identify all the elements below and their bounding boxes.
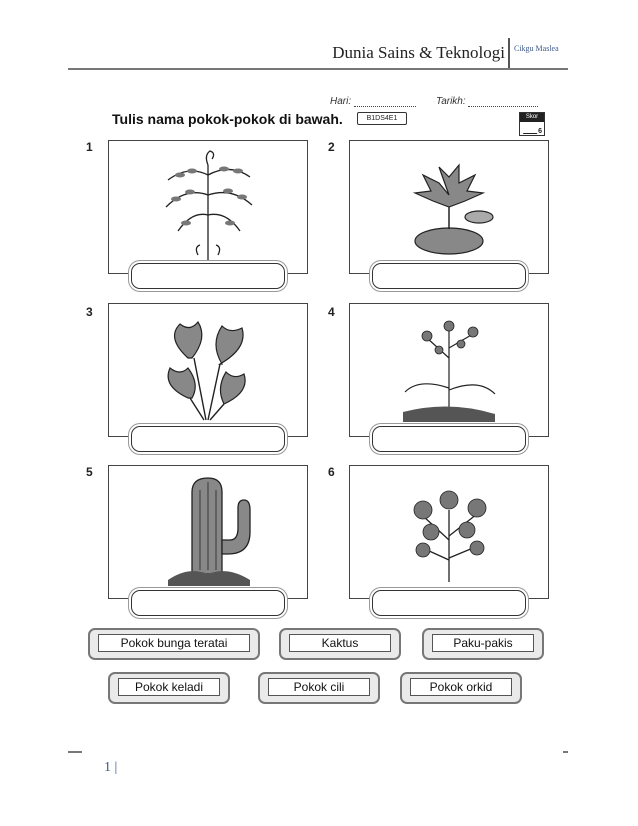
picture-box-2 (349, 140, 549, 274)
question-number: 5 (86, 465, 93, 479)
tarikh-label: Tarikh: (436, 96, 466, 107)
yam-plant-icon (158, 308, 258, 426)
answer-field-4[interactable] (372, 426, 526, 452)
picture-box-5 (108, 465, 308, 599)
page-number-separator: | (114, 760, 118, 775)
score-total: 6 (538, 128, 542, 135)
page-number-value: 1 (104, 760, 111, 775)
footer-rule-left (68, 751, 82, 753)
question-number: 1 (86, 140, 93, 154)
tarikh-line (468, 106, 538, 107)
chilli-plant-icon (399, 470, 499, 588)
picture-box-4 (349, 303, 549, 437)
document-title: Dunia Sains & Teknologi (332, 43, 505, 62)
option-pokok-cili[interactable] (258, 672, 380, 704)
option-label: Pokok orkid (410, 678, 512, 696)
worksheet-instruction: Tulis nama pokok-pokok di bawah. (112, 111, 343, 127)
score-label: Skor (520, 113, 544, 122)
picture-box-3 (108, 303, 308, 437)
footer-rule-right (563, 751, 568, 753)
option-label: Pokok bunga teratai (98, 634, 250, 652)
tarikh-field (436, 96, 538, 107)
score-box (519, 112, 545, 136)
hari-label: Hari: (330, 96, 352, 107)
answer-field-1[interactable] (131, 263, 285, 289)
header-rule (68, 68, 568, 70)
water-lily-icon (399, 145, 499, 263)
answer-field-2[interactable] (372, 263, 526, 289)
worksheet-code: B1DS4E1 (357, 112, 407, 125)
author-label: Cikgu Maslea (514, 44, 559, 53)
option-label: Pokok cili (268, 678, 370, 696)
picture-box-1 (108, 140, 308, 274)
option-pokok-bunga-teratai[interactable] (88, 628, 260, 660)
page-number (104, 760, 117, 776)
option-label: Pokok keladi (118, 678, 220, 696)
option-label: Kaktus (289, 634, 391, 652)
option-paku-pakis[interactable] (422, 628, 544, 660)
hari-line (354, 106, 416, 107)
question-number: 6 (328, 465, 335, 479)
fern-icon (158, 145, 258, 263)
answer-field-3[interactable] (131, 426, 285, 452)
option-pokok-keladi[interactable] (108, 672, 230, 704)
orchid-icon (399, 308, 499, 426)
cactus-icon (158, 470, 258, 588)
answer-field-5[interactable] (131, 590, 285, 616)
option-kaktus[interactable] (279, 628, 401, 660)
question-number: 4 (328, 305, 335, 319)
picture-box-6 (349, 465, 549, 599)
hari-field (330, 96, 416, 107)
answer-field-6[interactable] (372, 590, 526, 616)
option-pokok-orkid[interactable] (400, 672, 522, 704)
option-label: Paku-pakis (432, 634, 534, 652)
question-number: 2 (328, 140, 335, 154)
question-number: 3 (86, 305, 93, 319)
header-divider (508, 38, 510, 70)
